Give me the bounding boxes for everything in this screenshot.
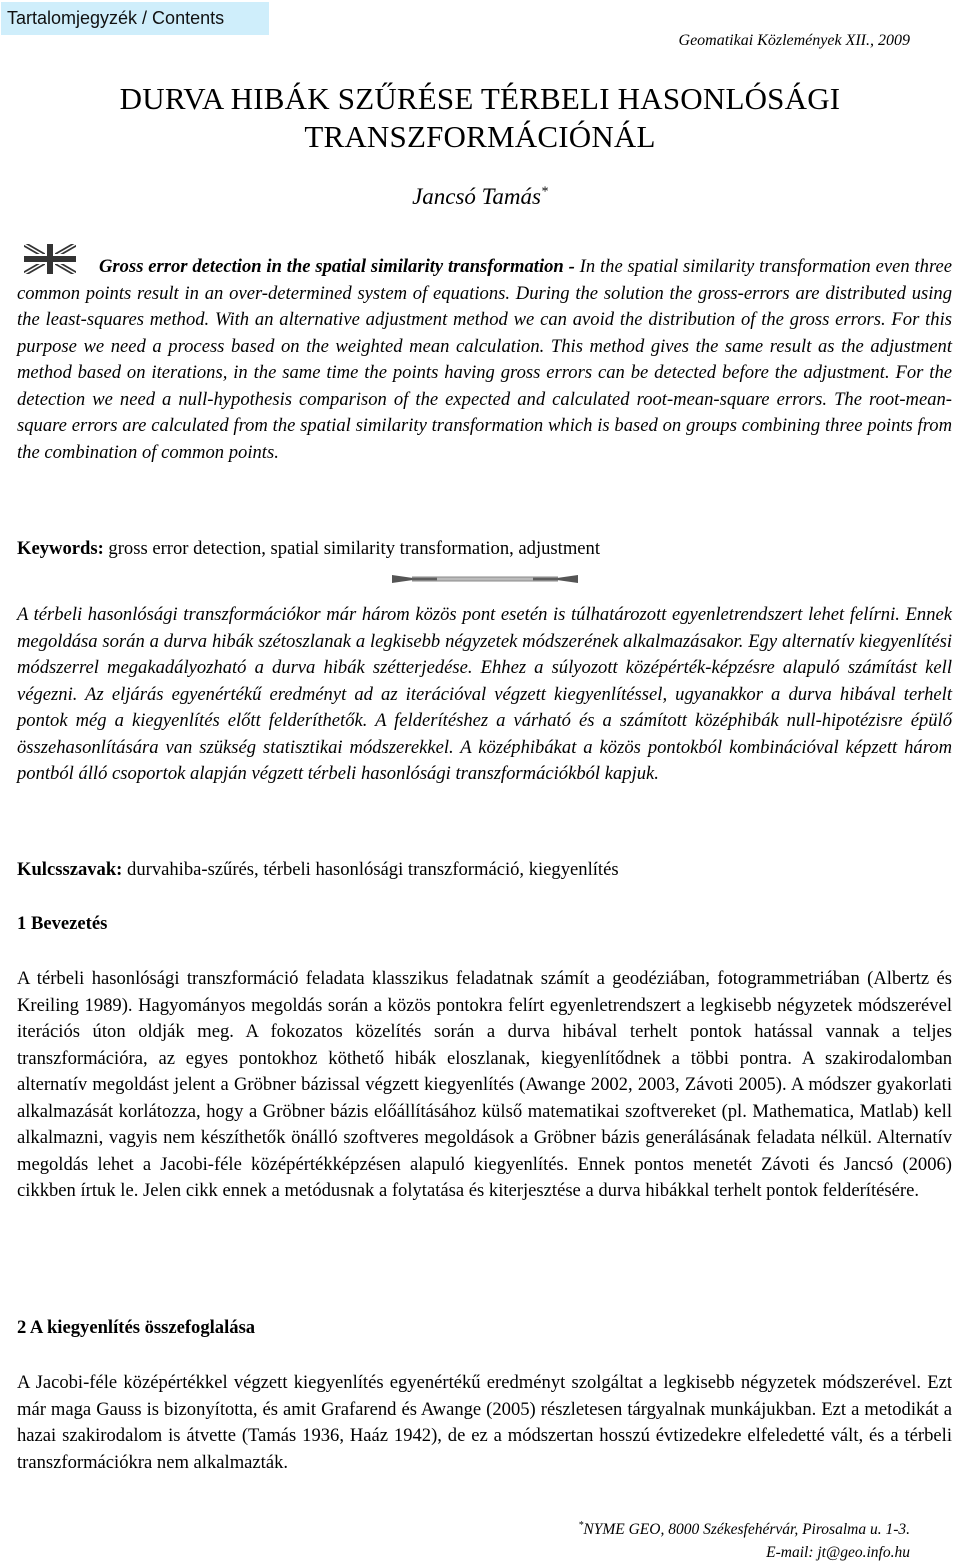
abstract-english-body: In the spatial similarity transformation even three common points result in an over-determined system of equations. During the solution the gross-errors are distributed using the least-squares method. With an alternative adjustment method we can avoid the distribution of the gross errors. For this purpose we need a process based on the weighted mean calculation. This method gives the same result as the adjustment method based on iterations, in the same time the points having gross errors can be detected before the adjustment. For the detection we need a null-hypothesis comparison of the expected and calculated root-mean-square errors. The root-mean-square errors are calculated from the spatial similarity transformation which is based on groups combining three points from the combination of common points. — [17, 256, 952, 463]
footnote — [578, 1514, 910, 1564]
kulcsszavak-label: Kulcsszavak: — [17, 859, 123, 880]
author-name: Jancsó Tamás — [412, 184, 541, 209]
title-line-1: DURVA HIBÁK SZŰRÉSE TÉRBELI HASONLÓSÁGI — [119, 81, 841, 116]
title-line-2: TRANSZFORMÁCIÓNÁL — [304, 119, 656, 154]
toc-link[interactable]: Tartalomjegyzék / Contents — [1, 2, 269, 35]
footnote-mark: * — [578, 1520, 584, 1531]
section-2-heading: 2 A kiegyenlítés összefoglalása — [17, 1317, 256, 1338]
keywords — [17, 536, 952, 562]
paper-title — [0, 80, 960, 156]
ornament-divider — [392, 573, 578, 585]
author-footnote-mark: * — [540, 184, 548, 200]
footnote-address — [578, 1514, 910, 1541]
abstract-english — [17, 254, 952, 466]
kulcsszavak-text: durvahiba-szűrés, térbeli hasonlósági transzformáció, kiegyenlítés — [127, 859, 619, 880]
abstract-english-title: Gross error detection in the spatial similarity transformation - — [99, 256, 575, 277]
footnote-line-1: NYME GEO, 8000 Székesfehérvár, Pirosalma u. 1-3. — [583, 1521, 910, 1539]
kulcsszavak — [17, 857, 952, 883]
journal-header: Geomatikai Közlemények XII., 2009 — [678, 32, 910, 49]
section-2-body: A Jacobi-féle középértékkel végzett kiegyenlítés egyenértékű eredményt szolgáltat a legkisebb négyzetek módszerével. Ezt már maga Gauss is bizonyította, és amit Grafarend és Awange (2005) részletesen tárgyalnak munkájukban. Ezt a metodikát a hazai szakirodalom is átvette (Tamás 1936, Haáz 1942), de ez a módszertan hosszú évtizedekre elfeledetté vált, és a térbeli transzformációkra nem alkalmazták. — [17, 1372, 952, 1473]
abstract-hungarian: A térbeli hasonlósági transzformációkor már három közös pont esetén is túlhatározott egyenletrendszert lehet felírni. Ennek megoldása során a durva hibák szétoszlanak a legkisebb négyzetek módszerének alkalmazásakor. Egy alternatív kiegyenlítési módszerrel megakadályozható a durva hibák szétterjedése. Ehhez a súlyozott középérték-képzésre alapuló számítást kell végezni. Az eljárás egyenértékű eredményt ad az iterációval végzett kiegyenlítéssel, ugyanakkor a durva hibával terhelt pontok még a kiegyenlítés előtt felderíthetők. A felderítéshez a várható és a számított középhibák null-hipotézisre épülő összehasonlítására van szükség statisztikai módszerekkel. A középhibákat a közös pontokból kombinációval képzett három pontból álló csoportok alapján végzett térbeli hasonlósági transzformációkból kapjuk. — [17, 604, 952, 784]
keywords-label: Keywords: — [17, 538, 104, 559]
footnote-email: E-mail: jt@geo.info.hu — [766, 1544, 910, 1562]
section-1-heading: 1 Bevezetés — [17, 913, 108, 934]
section-1-body: A térbeli hasonlósági transzformáció feladata klasszikus feladatnak számít a geodéziában, fotogrammetriában (Albertz és Kreiling 1989). Hagyományos megoldás során a közös pontokra felírt egyenletrendszert a legkisebb négyzetek módszerével iterációs úton oldják meg. A fokozatos közelítés során a durva hibával terhelt pontok hatással vannak a teljes transzformációra, az egyes pontokhoz köthető hibák eloszlanak, kiegyenlítődnek a többi pontra. A szakirodalomban alternatív megoldást jelent a Gröbner bázissal végzett kiegyenlítés (Awange 2002, 2003, Závoti 2005). A módszer gyakorlati alkalmazását korlátozza, hogy a Gröbner bázis előállításához külső matematikai szoftvereket (pl. Mathematica, Matlab) kell alkalmazni, vagyis nem készíthetők önálló szoftveres megoldások a Gröbner bázis generálásának feladata nélkül. Alternatív megoldás lehet a Jacobi-féle középértékképzésen alapuló kiegyenlítés. Ennek pontos menetét Závoti és Jancsó (2006) cikkben írtuk le. Jelen cikk ennek a metódusnak a folytatása és kiterjesztése a durva hibákkal terhelt pontok felderítésére. — [17, 968, 952, 1201]
author — [0, 184, 960, 210]
keywords-text: gross error detection, spatial similarity transformation, adjustment — [108, 538, 601, 559]
